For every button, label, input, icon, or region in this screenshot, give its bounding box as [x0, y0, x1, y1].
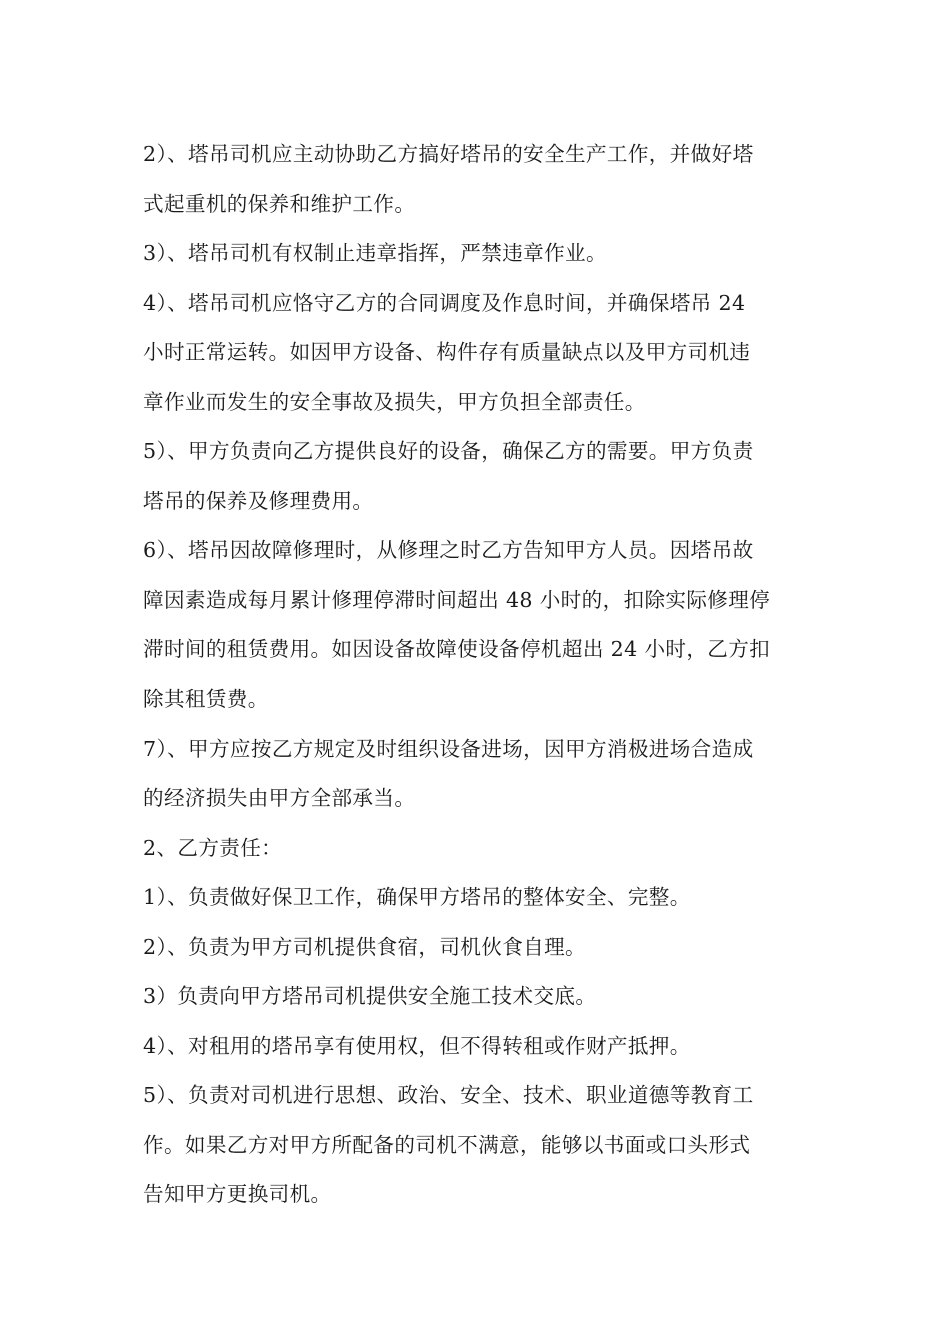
text-line: 3）负责向甲方塔吊司机提供安全施工技术交底。: [143, 984, 597, 1009]
text-line: 的经济损失由甲方全部承当。: [143, 786, 416, 811]
text-line: 滞时间的租赁费用。如因设备故障使设备停机超出 24 小时，乙方扣: [143, 637, 771, 662]
text-line: 章作业而发生的安全事故及损失，甲方负担全部责任。: [143, 389, 646, 414]
text-line: 4）、对租用的塔吊享有使用权，但不得转租或作财产抵押。: [143, 1033, 691, 1058]
text-line: 5）、甲方负责向乙方提供良好的设备，确保乙方的需要。甲方负责: [143, 439, 754, 464]
text-line: 2）、塔吊司机应主动协助乙方搞好塔吊的安全生产工作，并做好塔: [143, 142, 754, 166]
text-line: 4）、塔吊司机应恪守乙方的合同调度及作息时间，并确保塔吊 24: [143, 290, 746, 315]
text-line: 障因素造成每月累计修理停滞时间超出 48 小时的，扣除实际修理停: [143, 587, 771, 612]
text-line: 6）、塔吊因故障修理时，从修理之时乙方告知甲方人员。因塔吊故: [143, 538, 754, 563]
section-heading: 2、乙方责任：: [143, 835, 283, 860]
text-line: 5）、负责对司机进行思想、政治、安全、技术、职业道德等教育工: [143, 1083, 754, 1108]
text-line: 作。如果乙方对甲方所配备的司机不满意，能够以书面或口头形式: [143, 1132, 751, 1157]
text-line: 2）、负责为甲方司机提供食宿，司机伙食自理。: [143, 934, 586, 959]
text-line: 小时正常运转。如因甲方设备、构件存有质量缺点以及甲方司机违: [143, 340, 751, 365]
text-line: 告知甲方更换司机。: [143, 1182, 332, 1207]
text-line: 式起重机的保养和维护工作。: [143, 191, 416, 216]
text-line: 塔吊的保养及修理费用。: [143, 488, 374, 513]
text-line: 7）、甲方应按乙方规定及时组织设备进场，因甲方消极进场合造成: [143, 736, 754, 761]
text-line: 1）、负责做好保卫工作，确保甲方塔吊的整体安全、完整。: [143, 885, 691, 910]
document-body: [143, 130, 811, 1220]
text-line: 除其租赁费。: [143, 687, 269, 712]
text-line: 3）、塔吊司机有权制止违章指挥，严禁违章作业。: [143, 241, 607, 266]
